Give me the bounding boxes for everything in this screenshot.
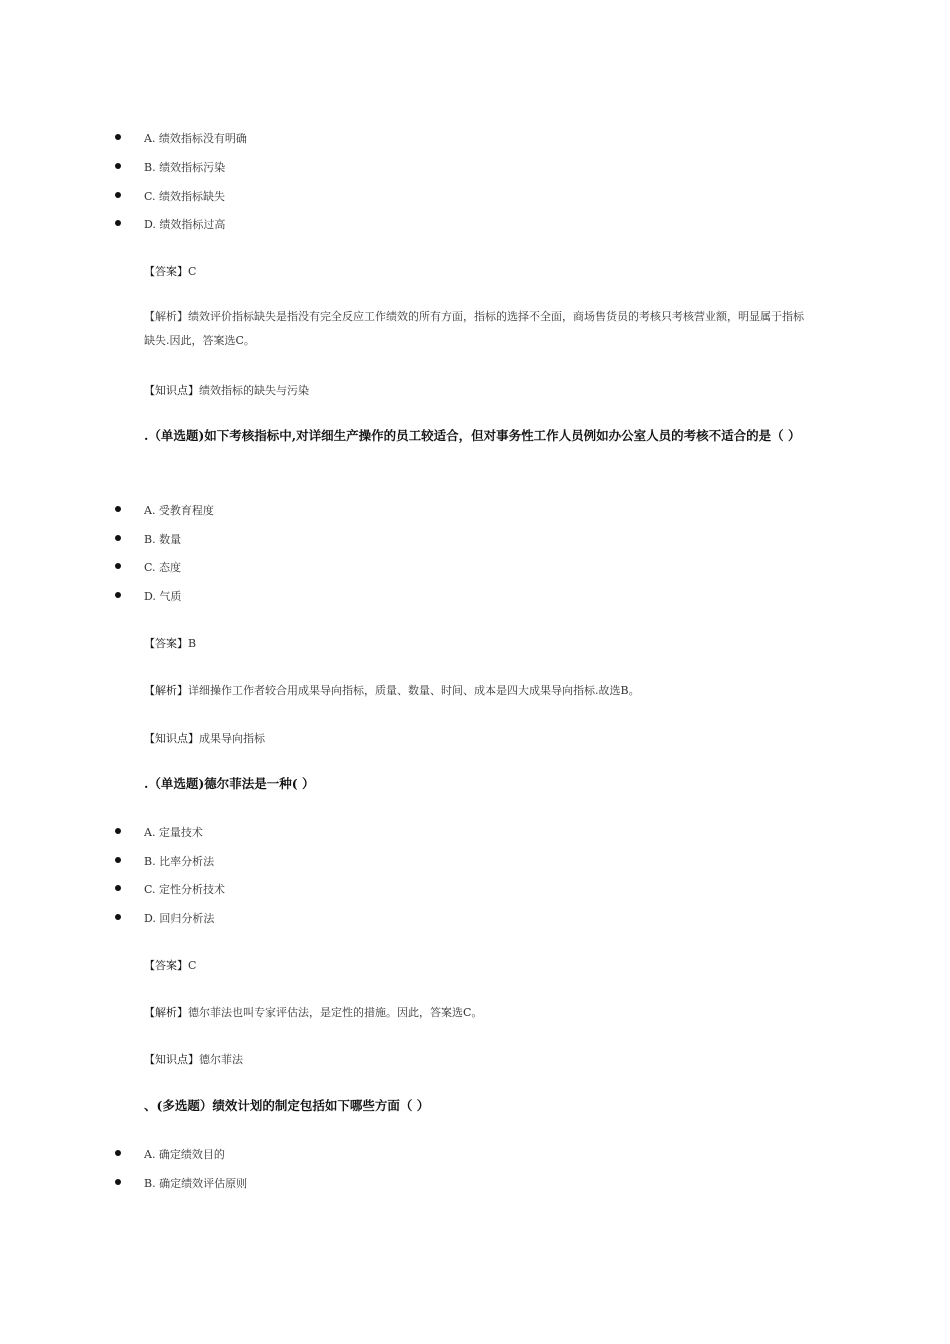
option-text: D. 气质 — [144, 590, 182, 603]
question-title: .（单选题)德尔菲法是一种( ） — [144, 776, 315, 791]
option-text: C. 绩效指标缺失 — [144, 190, 226, 203]
bullet-icon — [115, 134, 121, 140]
knowledge-value: 成果导向指标 — [199, 732, 265, 745]
option-text: A. 确定绩效目的 — [144, 1148, 225, 1161]
option-text: C. 定性分析技术 — [144, 883, 226, 896]
knowledge-tag: 【知识点】 — [144, 732, 199, 745]
bullet-icon — [115, 828, 121, 834]
analysis-paragraph — [144, 305, 809, 353]
question-title: .（单选题)如下考核指标中,对详细生产操作的员工较适合，但对事务性工作人员例如办公室人员的考核不适合的是（ ） — [144, 428, 801, 443]
option-text: B. 确定绩效评估原则 — [144, 1177, 248, 1190]
option-text: D. 回归分析法 — [144, 912, 215, 925]
bullet-icon — [115, 914, 121, 920]
analysis-text: 详细操作工作者较合用成果导向指标，质量、数量、时间、成本是四大成果导向指标.故选B。 — [188, 684, 640, 697]
answer-line — [144, 263, 196, 279]
bullet-icon — [115, 885, 121, 891]
analysis-text: 德尔菲法也叫专家评估法，是定性的措施。因此，答案选C。 — [188, 1006, 483, 1019]
bullet-icon — [115, 1179, 121, 1185]
knowledge-value: 绩效指标的缺失与污染 — [199, 384, 309, 397]
knowledge-line — [144, 730, 265, 746]
option-text: D. 绩效指标过高 — [144, 218, 226, 231]
bullet-icon — [115, 163, 121, 169]
bullet-icon — [115, 563, 121, 569]
option-text: A. 定量技术 — [144, 826, 203, 839]
knowledge-tag: 【知识点】 — [144, 1053, 199, 1066]
answer-value: B — [188, 637, 197, 650]
answer-tag: 【答案】 — [144, 637, 188, 650]
bullet-icon — [115, 592, 121, 598]
analysis-tag: 【解析】 — [144, 684, 188, 697]
analysis-line — [144, 682, 640, 698]
option-text: A. 受教育程度 — [144, 504, 214, 517]
knowledge-line — [144, 1051, 243, 1067]
answer-value: C — [188, 959, 197, 972]
option-text: C. 态度 — [144, 561, 182, 574]
knowledge-line — [144, 382, 309, 398]
answer-line — [144, 635, 196, 651]
option-text: A. 绩效指标没有明确 — [144, 132, 247, 145]
knowledge-value: 德尔菲法 — [199, 1053, 243, 1066]
question-title: 、(多选题）绩效计划的制定包括如下哪些方面（ ） — [144, 1098, 430, 1113]
option-text: B. 数量 — [144, 533, 182, 546]
analysis-tag: 【解析】 — [144, 310, 188, 323]
answer-value: C — [188, 265, 197, 278]
bullet-icon — [115, 192, 121, 198]
option-text: B. 绩效指标污染 — [144, 161, 226, 174]
analysis-line — [144, 1004, 482, 1020]
bullet-icon — [115, 506, 121, 512]
bullet-icon — [115, 1150, 121, 1156]
knowledge-tag: 【知识点】 — [144, 384, 199, 397]
bullet-icon — [115, 535, 121, 541]
bullet-icon — [115, 220, 121, 226]
analysis-tag: 【解析】 — [144, 1006, 188, 1019]
answer-tag: 【答案】 — [144, 265, 188, 278]
analysis-text: 绩效评价指标缺失是指没有完全反应工作绩效的所有方面，指标的选择不全面，商场售货员的考核只考核营业额，明显属于指标缺失.因此，答案选C。 — [144, 310, 804, 347]
bullet-icon — [115, 857, 121, 863]
option-text: B. 比率分析法 — [144, 855, 215, 868]
answer-tag: 【答案】 — [144, 959, 188, 972]
answer-line — [144, 957, 196, 973]
